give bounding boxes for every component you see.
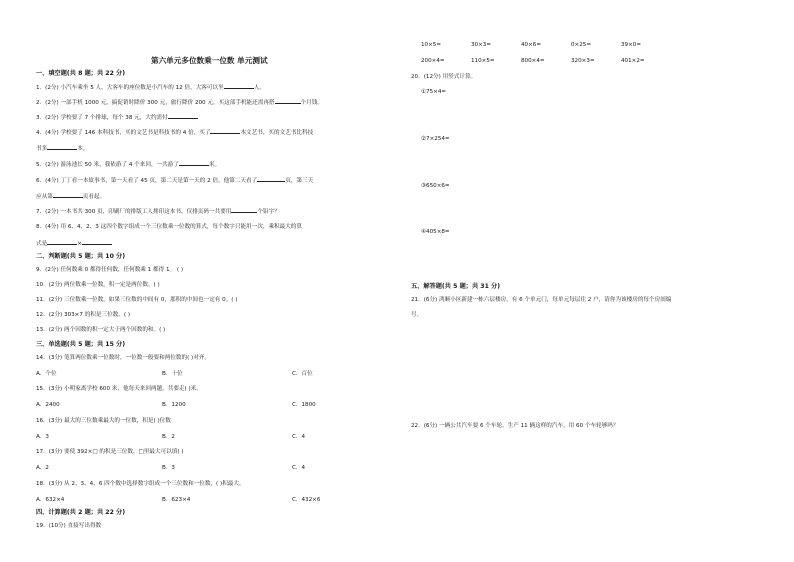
- answer-blank[interactable]: [47, 239, 77, 245]
- question-14: 14．(3分) 笔算两位数乘一位数时，一位数一般要和两位数的( )对齐。: [36, 355, 210, 361]
- question-8a: 8．(4分) 用 6、4、2、3 这四个数字组成一个三位数乘一位数的算式，每个数字只能用一次，乘积最大的算: [36, 224, 302, 230]
- answer-blank[interactable]: [82, 239, 112, 245]
- section-heading-choice: 三、单选题(共 5 题；共 15 分): [36, 341, 126, 348]
- option-a[interactable]: A．2400: [36, 402, 60, 408]
- option-b[interactable]: B．2: [162, 434, 175, 440]
- math-item: 30×3=: [471, 42, 492, 48]
- math-item: 39×0=: [621, 42, 642, 48]
- question-15: 15．(3分) 小明家离学校 600 米，他每天来回两趟，共要走( )米。: [36, 386, 202, 392]
- question-13: 13．(2分) 两个因数的积一定大于两个因数的和。( ): [36, 327, 166, 333]
- option-b[interactable]: B．3: [162, 465, 175, 471]
- question-21: 21．(6分) 鸿顺小区新建一栋六层楼房，有 6 个单元门，每单元每层住 2 户，请你为该楼房的每个房间编: [411, 297, 672, 303]
- question-20: 20．(12分) 用竖式计算。: [411, 74, 477, 80]
- option-c[interactable]: C．432×6: [292, 497, 321, 503]
- calc-item-4: ④405×8=: [421, 229, 450, 235]
- option-c[interactable]: C．4: [292, 434, 306, 440]
- answer-blank[interactable]: [47, 144, 77, 150]
- answer-blank[interactable]: [224, 83, 254, 89]
- calc-item-1: ①75×4=: [421, 89, 447, 95]
- question-1: 1．(2分) 小汽车乘坐 5 人，大客车的座位数是小汽车的 12 倍，大客可以坐 人。: [36, 85, 265, 91]
- question-6a: 6．(4分) 丁丁看一本故事书，第一天看了 45 页，第二天是第一天的 2 倍，他第二天看了 页，第三天: [36, 178, 314, 184]
- question-12: 12．(2分) 303×7 的积是三位数。( ): [36, 312, 131, 318]
- answer-blank[interactable]: [231, 207, 257, 213]
- question-11: 11．(2分) 三位数乘一位数，如果三位数的中间有 0，那积的中间也一定有 0。( ): [36, 297, 238, 303]
- question-5: 5．(2分) 游泳池长 50 米，我依游了 4 个来回，一共游了 米。: [36, 162, 221, 168]
- option-a[interactable]: A．2: [36, 465, 49, 471]
- option-a[interactable]: A．632×4: [36, 497, 65, 503]
- section-heading-calc: 四、计算题(共 2 题；共 22 分): [36, 509, 126, 516]
- math-item: 10×5=: [421, 42, 442, 48]
- option-a[interactable]: A．3: [36, 434, 49, 440]
- question-10: 10．(2分) 两位数乘一位数，积一定是两位数。( ): [36, 282, 160, 288]
- section-heading-fill: 一、填空题(共 8 题；共 22 分): [36, 70, 126, 77]
- section-heading-judge: 二、判断题(共 5 题；共 10 分): [36, 253, 126, 260]
- option-b[interactable]: B．十位: [162, 371, 183, 377]
- math-item: 320×3=: [571, 58, 595, 64]
- option-b[interactable]: B．623×4: [162, 497, 191, 503]
- question-19: 19．(10分) 直接写出得数: [36, 523, 102, 529]
- page-title: 第六单元多位数乘一位数 单元测试: [151, 56, 268, 65]
- answer-blank[interactable]: [53, 192, 83, 198]
- section-heading-solve: 五、解答题(共 5 题；共 31 分): [411, 283, 501, 290]
- question-2: 2．(2分) 一部手机 1000 元，搞促销时降价 300 元，旅行降价 200 元。买这部手机能还需再搭 个月钱。: [36, 100, 323, 106]
- answer-blank[interactable]: [168, 113, 198, 119]
- math-item: 200×4=: [421, 58, 445, 64]
- question-4a: 4．(4分) 学校要了 146 本科技书，买的文艺书是科技书的 4 倍，买了 本文艺书，买的文艺书比科技: [36, 130, 314, 136]
- math-item: 0×25=: [571, 42, 592, 48]
- mental-math-row-2: [421, 57, 671, 65]
- question-22: 22．(6分) 一辆公共汽车要 6 个车轮。生产 11 辆这样的汽车，用 60 个车轮够吗？: [411, 423, 619, 429]
- question-21-cont: 号。: [411, 312, 423, 318]
- question-9: 9．(2分) 任何数乘 0 都得任何数，任何数乘 1 都得 1。 ( ): [36, 267, 184, 273]
- question-17: 17．(3分) 要使 392×□ 的积是三位数，□里最大可以填( ): [36, 449, 184, 455]
- question-18: 18．(3分) 从 2、3、4、6 四个数中选择数字组成一个三位数和一位数，( )积最大。: [36, 481, 245, 487]
- answer-blank[interactable]: [275, 98, 301, 104]
- option-a[interactable]: A．个位: [36, 371, 57, 377]
- mental-math-row-1: [421, 41, 671, 49]
- option-c[interactable]: C．1800: [292, 402, 316, 408]
- answer-blank[interactable]: [257, 176, 285, 182]
- math-item: 401×2=: [621, 58, 645, 64]
- option-c[interactable]: C．百位: [292, 371, 313, 377]
- answer-blank[interactable]: [179, 160, 209, 166]
- calc-item-2: ②7×254=: [421, 136, 450, 142]
- option-c[interactable]: C．4: [292, 465, 306, 471]
- math-item: 40×6=: [521, 42, 542, 48]
- calc-item-3: ③650×6=: [421, 183, 450, 189]
- math-item: 800×4=: [521, 58, 545, 64]
- math-item: 110×5=: [471, 58, 495, 64]
- question-16: 16．(3分) 最大的三位数乘最大的一位数，积是( )位数: [36, 418, 171, 424]
- option-b[interactable]: B．1200: [162, 402, 186, 408]
- question-7: 7．(2分) 一本书共 300 页，印刷厂的排版工人排印这本书，仅排页码一共要用 个铅字？: [36, 209, 280, 215]
- answer-blank[interactable]: [210, 128, 240, 134]
- question-8b: 式是 ×: [36, 239, 112, 248]
- question-6b: 应从第 页看起。: [36, 194, 106, 200]
- question-4b: 书多 本。: [36, 146, 89, 152]
- question-3: 3．(2分) 学校要了 7 个排球，每个 38 元，大约需付: [36, 113, 198, 122]
